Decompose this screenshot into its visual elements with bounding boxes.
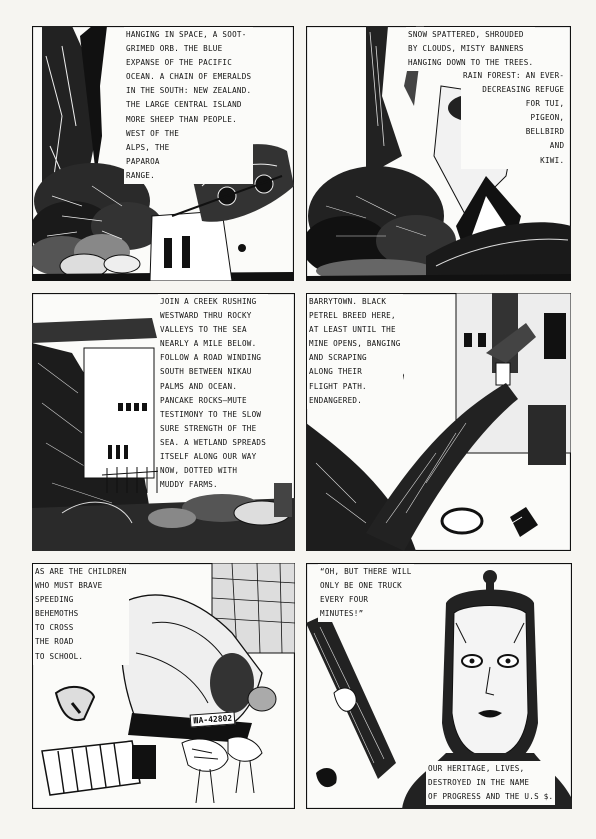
panel-2-caption-a: SNOW SPATTERED, SHROUDED BY CLOUDS, MISTY BANNERS HANGING DOWN TO THE TREES. [406,27,535,71]
panel-6-caption-bottom: OUR HERITAGE, LIVES, DESTROYED IN THE NAME OF PROGRESS AND THE U.S $. [426,761,555,805]
panel-2 [306,26,571,281]
panel-3-caption: JOIN A CREEK RUSHING WESTWARD THRU ROCKY VALLEYS TO THE SEA NEARLY A MILE BELOW. FOLLOW A ROAD WINDING SOUTH BETWEEN NIKAU PALMS AND OCEAN. PANCAKE ROCKS—MUTE TESTIMONY TO THE SLOW SURE STRENGTH OF THE SEA. A WETLAND SPREADS ITSELF ALONG OUR WAY NOW, DOTTED WITH MUDDY FARMS. [158,294,268,493]
panel-1-caption: HANGING IN SPACE, A SOOT- GRIMED ORB. THE BLUE EXPANSE OF THE PACIFIC OCEAN. A CHAIN OF EMERALDS IN THE SOUTH: NEW ZEALAND. THE LARGE CENTRAL ISLAND MORE SHEEP THAN PEOPLE. WEST OF THE ALPS, THE PAPAROA RANGE. [124,27,253,184]
license-plate: ⅢA-42802 [190,711,236,727]
panel-2-caption-b: RAIN FOREST: AN EVER- DECREASING REFUGE FOR TUI, PIGEON, BELLBIRD AND KIWI. [461,68,566,169]
panel-6-caption-top: “OH, BUT THERE WILL ONLY BE ONE TRUCK EVERY FOUR MINUTES!” [318,564,414,622]
panel-4-caption: BARRYTOWN. BLACK PETREL BREED HERE, AT LEAST UNTIL THE MINE OPENS, BANGING AND SCRAPING ALONG THEIR FLIGHT PATH. ENDANGERED. [307,294,403,409]
panel-5 [32,563,295,809]
panel-1 [32,26,294,281]
panel-3 [32,293,295,551]
panel-6 [306,563,572,809]
panel-4 [306,293,571,551]
panel-5-caption: AS ARE THE CHILDREN WHO MUST BRAVE SPEEDING BEHEMOTHS TO CROSS THE ROAD TO SCHOOL. [33,564,129,665]
